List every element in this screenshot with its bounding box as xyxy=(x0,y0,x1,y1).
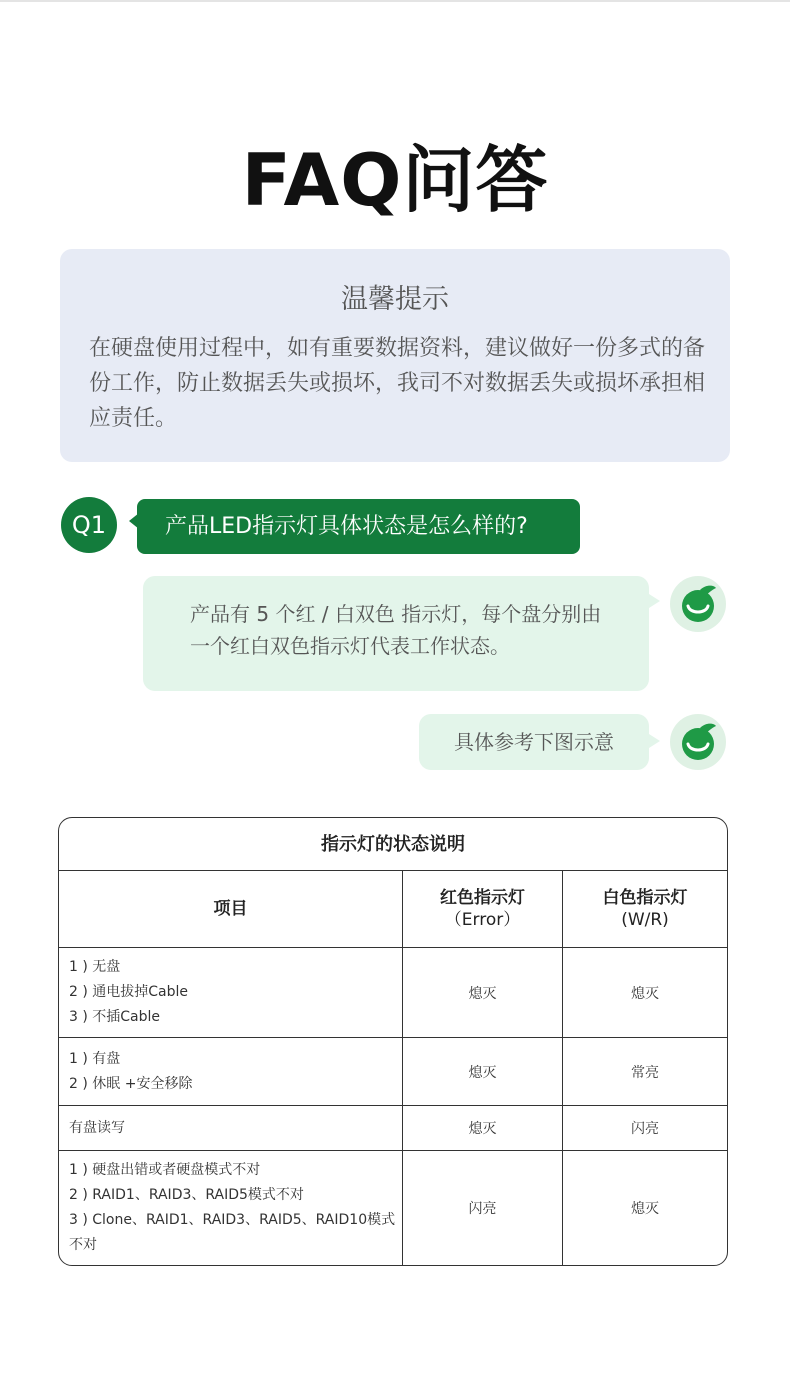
row-3-line-1: 有盘读写 xyxy=(69,1119,125,1136)
answer-1-line-2: 一个红白双色指示灯代表工作状态。 xyxy=(190,634,510,658)
table-row-4-red: 闪亮 xyxy=(403,1151,563,1265)
table-row-1-white: 熄灭 xyxy=(563,948,727,1038)
row-4-line-1: 1 ) 硬盘出错或者硬盘模式不对 xyxy=(69,1162,261,1178)
indicator-status-table xyxy=(58,817,728,1266)
header-white-light xyxy=(563,871,727,948)
header-white-line-2: (W/R) xyxy=(621,910,669,930)
row-2-line-2: 2 ) 休眠 +安全移除 xyxy=(69,1075,193,1092)
header-item-label: 项目 xyxy=(213,899,248,919)
row-1-line-1: 1 ) 无盘 xyxy=(69,959,121,975)
answer-bubble-2-tail xyxy=(649,734,660,748)
table-row-3-item xyxy=(59,1106,403,1151)
page-title: FAQ问答 xyxy=(241,138,549,222)
question-bubble: 产品LED指示灯具体状态是怎么样的? xyxy=(137,499,580,554)
answer-text-2: 具体参考下图示意 xyxy=(454,730,614,754)
tip-body: 在硬盘使用过程中，如有重要数据资料，建议做好一份多式的备份工作，防止数据丢失或损坏，我司不对数据丢失或损坏承担相应责任。 xyxy=(89,336,706,431)
table-row-3-red: 熄灭 xyxy=(403,1106,563,1151)
header-white-line-1: 白色指示灯 xyxy=(602,888,688,908)
table-row-4-white: 熄灭 xyxy=(631,1201,659,1217)
smile-leaf-icon xyxy=(670,576,726,632)
row-1-line-3: 3 ) 不插Cable xyxy=(69,1009,161,1025)
header-red-line-2: （Error） xyxy=(444,910,521,930)
header-item xyxy=(59,871,403,948)
warm-tip-box xyxy=(60,249,730,462)
top-divider xyxy=(0,0,790,2)
question-badge: Q1 xyxy=(61,497,117,553)
tip-heading: 温馨提示 xyxy=(341,284,449,315)
table-caption: 指示灯的状态说明 xyxy=(59,818,727,871)
answer-text-1 xyxy=(190,598,640,662)
table-row-2-red: 熄灭 xyxy=(403,1038,563,1106)
smile-leaf-icon xyxy=(670,714,726,770)
answer-bubble-2 xyxy=(419,714,649,770)
answer-1-line-1: 产品有 5 个红 / 白双色 指示灯，每个盘分别由 xyxy=(190,602,602,626)
table-row-1-red: 熄灭 xyxy=(403,948,563,1038)
row-4-line-3: 3 ) Clone、RAID1、RAID3、RAID5、RAID10模式不对 xyxy=(69,1212,396,1253)
row-1-line-2: 2 ) 通电拔掉Cable xyxy=(69,984,189,1000)
table-row-1-item xyxy=(59,948,403,1038)
table-row-2-white: 常亮 xyxy=(563,1038,727,1106)
table-row-4-item xyxy=(59,1151,403,1265)
table-row-2-item xyxy=(59,1038,403,1106)
answer-bubble-1-tail xyxy=(649,594,660,608)
row-2-line-1: 1 ) 有盘 xyxy=(69,1050,121,1067)
answer-bubble-1 xyxy=(143,576,649,691)
table-row-3-white: 闪亮 xyxy=(563,1106,727,1151)
header-red-light xyxy=(403,871,563,948)
header-red-line-1: 红色指示灯 xyxy=(440,888,525,908)
row-4-line-2: 2 ) RAID1、RAID3、RAID5模式不对 xyxy=(69,1187,304,1203)
